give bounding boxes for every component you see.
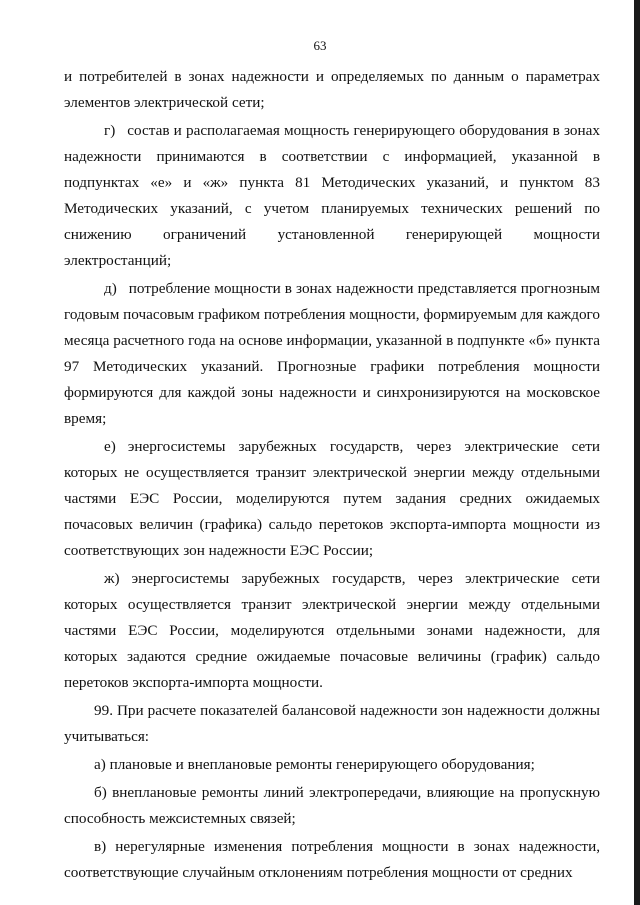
list-marker: ж) [104,570,120,587]
paragraph-text: энергосистемы зарубежных государств, через электрические сети которых не осуществляется транзит электрической энергии между отдельными частями ЕЭС России, моделируются путем задания средних ожидаемых почасовых величин (графика) сальдо перетоков экспорта-импорта мощности из соответствующих зон надежности ЕЭС России; [64,438,600,559]
paragraph-text: состав и располагаемая мощность генерирующего оборудования в зонах надежности принимаются в соответствии с информацией, указанной в подпунктах «е» и «ж» пункта 81 Методических указаний, и пунктом 83 Методических указаний, с учетом планируемых технических решений по снижению ограничений установленной генерирующей мощности электростанций; [64,122,600,269]
list-marker: г) [104,122,116,139]
list-marker: д) [104,280,117,297]
page-edge-shadow [634,0,640,905]
list-item-zh [64,566,600,696]
list-item-b [64,780,600,832]
paragraph-continuation [64,64,600,116]
paragraph-text: и потребителей в зонах надежности и определяемых по данным о параметрах элементов электрической сети; [64,68,600,111]
paragraph-text: в) нерегулярные изменения потребления мощности в зонах надежности, соответствующие случайным отклонениям потребления мощности от средних [64,838,600,881]
paragraph-text: потребление мощности в зонах надежности представляется прогнозным годовым почасовым графиком потребления мощности, формируемым для каждого месяца расчетного года на основе информации, указанной в подпункте «б» пункта 97 Методических указаний. Прогнозные графики потребления мощности формируются для каждой зоны надежности и синхронизируются на московское время; [64,280,600,427]
list-marker: е) [104,438,116,455]
paragraph-text: б) внеплановые ремонты линий электропередачи, влияющие на пропускную способность межсистемных связей; [64,784,600,827]
list-item-v [64,834,600,886]
document-body [64,64,600,886]
paragraph-text: а) плановые и внеплановые ремонты генерирующего оборудования; [94,756,535,773]
paragraph-text: 99. При расчете показателей балансовой надежности зон надежности должны учитываться: [64,702,600,745]
list-item-a [64,752,600,778]
list-item-e [64,434,600,564]
list-item-g [64,118,600,274]
paragraph-text: энергосистемы зарубежных государств, через электрические сети которых осуществляется транзит электрической энергии между отдельными частями ЕЭС России, моделируются отдельными зонами надежности, для которых задаются средние ожидаемые почасовые величины (график) сальдо перетоков экспорта-импорта мощности. [64,570,600,691]
list-item-d [64,276,600,432]
section-99 [64,698,600,750]
page-number: 63 [313,38,327,53]
